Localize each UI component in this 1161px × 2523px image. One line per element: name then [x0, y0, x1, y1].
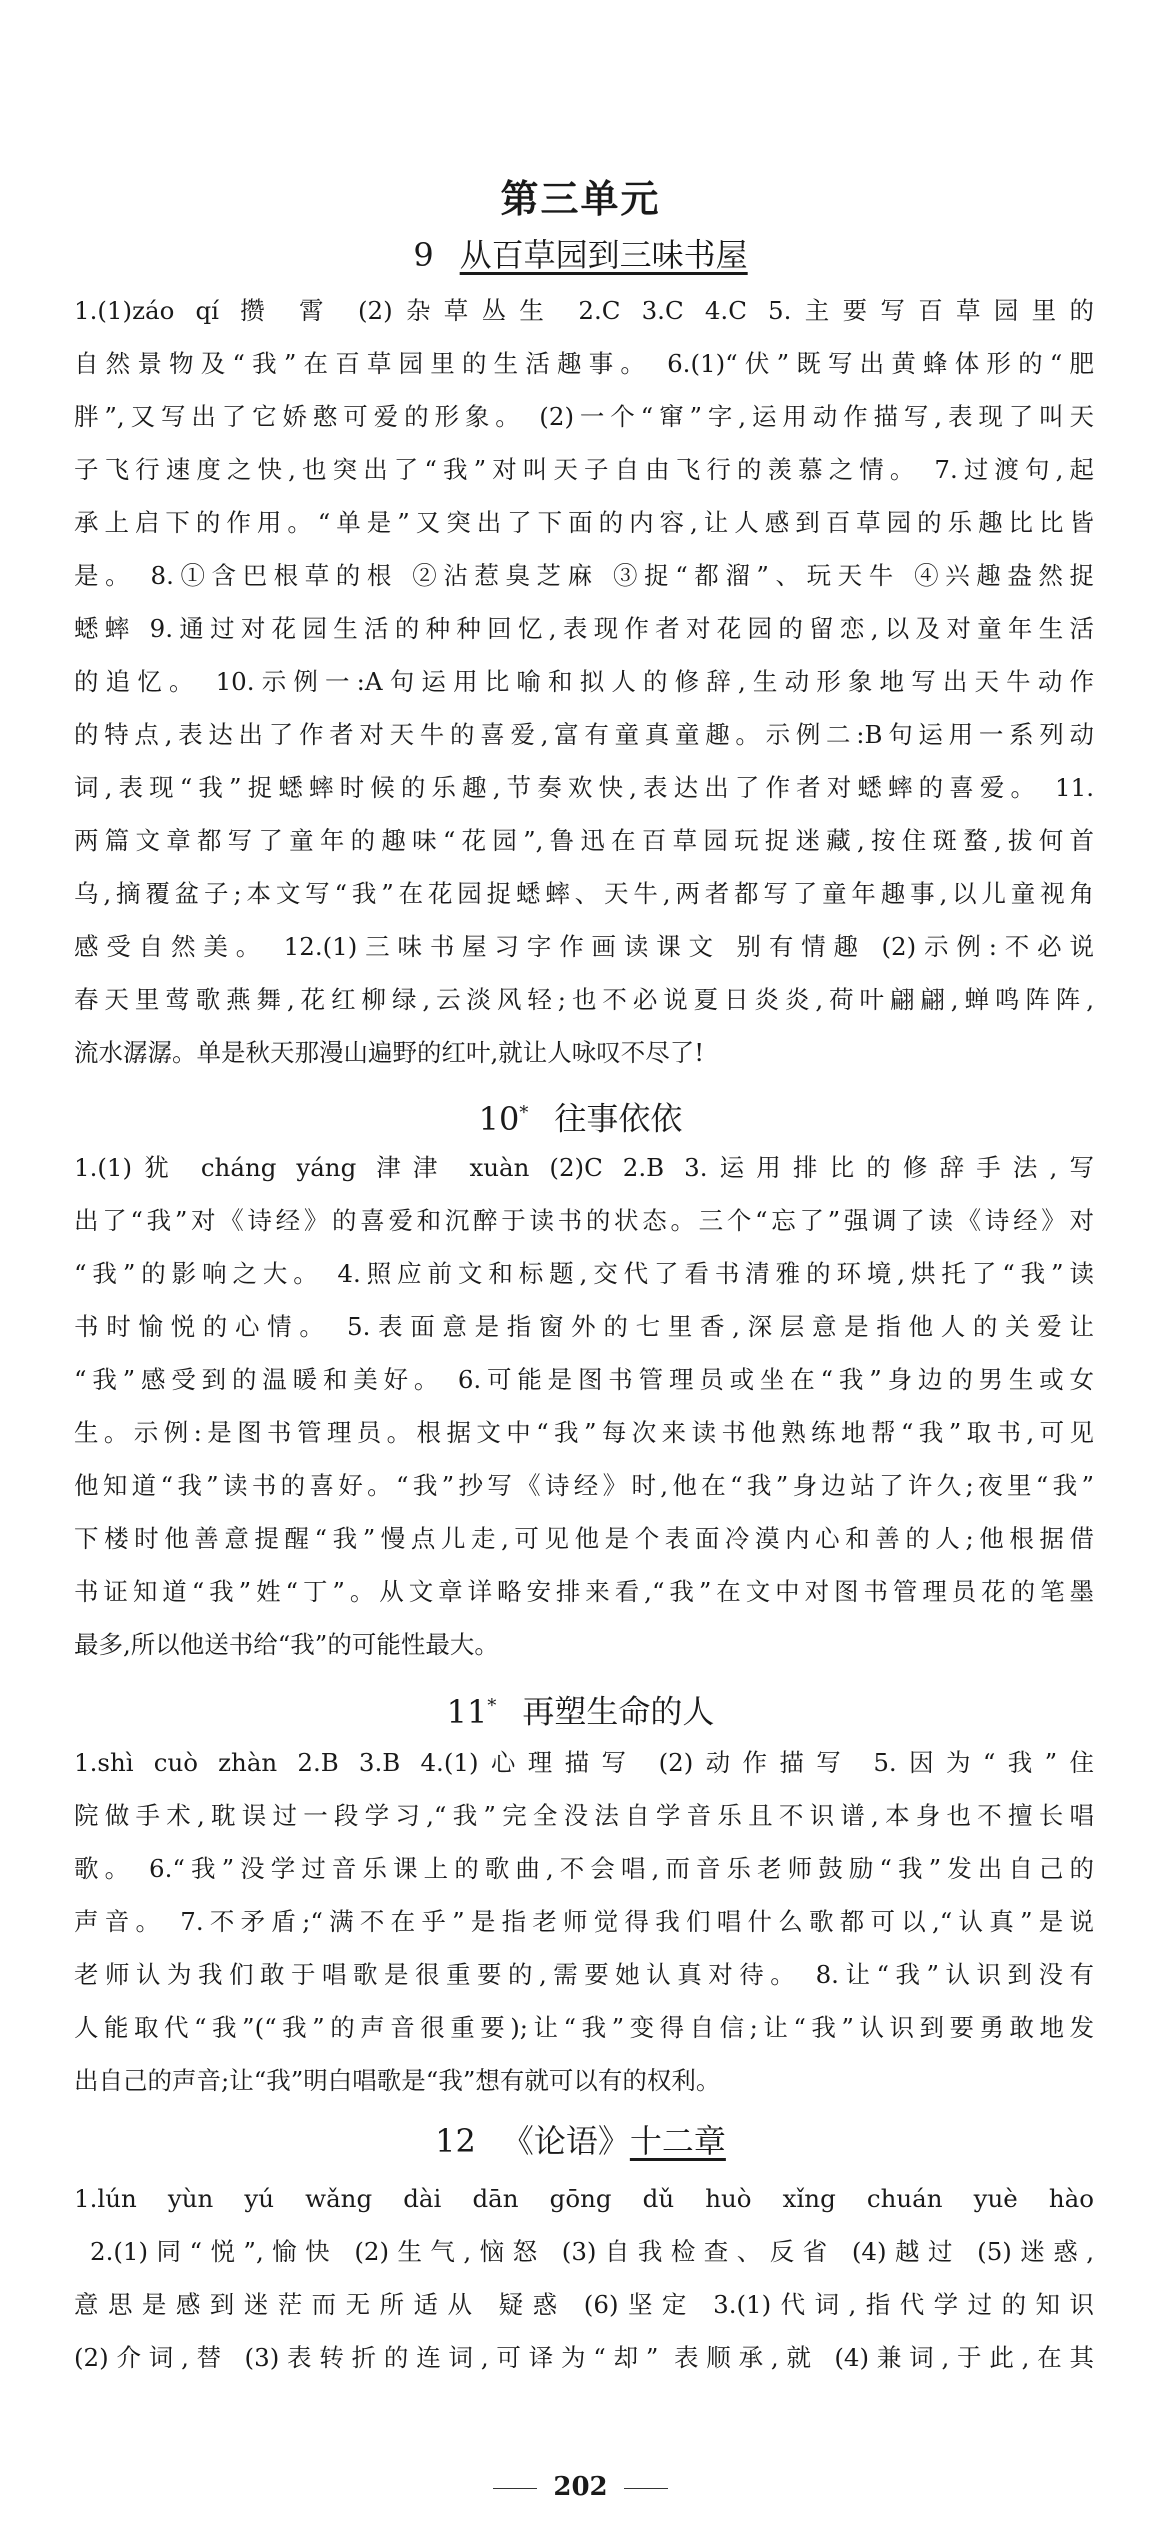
answer-line: 书时愉悦的心情。 5.表面意是指窗外的七里香,深层意是指他人的关爱让 [74, 1312, 1094, 1341]
answer-line: 老师认为我们敢于唱歌是很重要的,需要她认真对待。 8.让“我”认识到没有 [74, 1960, 1094, 1989]
answer-line: 两篇文章都写了童年的趣味“花园”,鲁迅在百草园玩捉迷藏,按住斑蝥,拔何首 [74, 826, 1094, 855]
lesson-book-title: 《论语》 [501, 2122, 630, 2160]
answer-line: 流水潺潺。单是秋天那漫山遍野的红叶,就让人咏叹不尽了! [74, 1038, 705, 1067]
answer-line: 1.(1)záo qí 攒 霄 (2)杂草丛生 2.C 3.C 4.C 5.主要写百草园里的 [74, 296, 1094, 325]
lesson-title-11 [0, 1683, 1161, 1729]
answer-line: 歌。 6.“我”没学过音乐课上的歌曲,不会唱,而音乐老师鼓励“我”发出自己的 [74, 1854, 1094, 1883]
lesson-name: 再塑生命的人 [522, 1692, 715, 1731]
answer-line: 声音。 7.不矛盾;“满不在乎”是指老师觉得我们唱什么歌都可以,“认真”是说 [74, 1907, 1094, 1936]
answer-line: 书证知道“我”姓“丁”。从文章详略安排来看,“我”在文中对图书管理员花的笔墨 [74, 1577, 1094, 1606]
optional-star: * [487, 1695, 497, 1716]
answer-line: 的特点,表达出了作者对天牛的喜爱,富有童真童趣。示例二:B句运用一系列动 [74, 720, 1094, 749]
answer-line: 的追忆。 10.示例一:A句运用比喻和拟人的修辞,生动形象地写出天牛动作 [74, 667, 1094, 696]
lesson-title-12 [0, 2118, 1161, 2164]
answer-line: 人能取代“我”(“我”的声音很重要);让“我”变得自信;让“我”认识到要勇敢地发 [74, 2013, 1094, 2042]
answer-line: 他知道“我”读书的喜好。“我”抄写《诗经》时,他在“我”身边站了许久;夜里“我” [74, 1471, 1094, 1500]
answer-line: (2)介词,替 (3)表转折的连词,可译为“却” 表顺承,就 (4)兼词,于此,在其 [74, 2343, 1094, 2372]
lesson-number: 10* [478, 1099, 529, 1138]
answer-line: 春天里莺歌燕舞,花红柳绿,云淡风轻;也不必说夏日炎炎,荷叶翩翩,蝉鸣阵阵, [74, 985, 1094, 1014]
lesson-name: 十二章 [629, 2122, 726, 2160]
answer-line: 最多,所以他送书给“我”的可能性最大。 [74, 1630, 499, 1659]
answer-line: 1.lún yùn yú wǎng dài dān gōng dǔ huò xǐng chuán yuè hào [74, 2184, 1094, 2213]
answer-line: 生。示例:是图书管理员。根据文中“我”每次来读书他熟练地帮“我”取书,可见 [74, 1418, 1094, 1447]
lesson-answers-12 [74, 2172, 1094, 2384]
answer-line: 感受自然美。 12.(1)三味书屋习字作画读课文 别有情趣 (2)示例:不必说 [74, 932, 1094, 961]
lesson-title-9 [0, 232, 1161, 278]
page-number-dash-right [624, 2488, 668, 2489]
answer-line: 是。 8.①含巴根草的根 ②沾惹臭芝麻 ③捉“都溜”、玩天牛 ④兴趣盎然捉 [74, 561, 1094, 590]
page-number-dash-left [493, 2488, 537, 2489]
answer-line: 蟋蟀 9.通过对花园生活的种种回忆,表现作者对花园的留恋,以及对童年生活 [74, 614, 1094, 643]
answer-line: 1.shì cuò zhàn 2.B 3.B 4.(1)心理描写 (2)动作描写 5.因为“我”住 [74, 1748, 1094, 1777]
lesson-answers-11 [74, 1736, 1094, 2107]
answer-line: “我”感受到的温暖和美好。 6.可能是图书管理员或坐在“我”身边的男生或女 [74, 1365, 1094, 1394]
answer-line: 承上启下的作用。“单是”又突出了下面的内容,让人感到百草园的乐趣比比皆 [74, 508, 1094, 537]
optional-star: * [519, 1102, 529, 1123]
answer-line: 自然景物及“我”在百草园里的生活趣事。 6.(1)“伏”既写出黄蜂体形的“肥 [74, 349, 1094, 378]
lesson-name: 往事依依 [554, 1099, 683, 1138]
lesson-number: 12 [435, 2122, 476, 2160]
answer-line: 词,表现“我”捉蟋蟀时候的乐趣,节奏欢快,表达出了作者对蟋蟀的喜爱。 11. [74, 773, 1094, 802]
page-number: 202 [0, 2472, 1161, 2502]
lesson-title-10 [0, 1090, 1161, 1136]
answer-line: 出自己的声音;让“我”明白唱歌是“我”想有就可以有的权利。 [74, 2066, 721, 2095]
answer-line: 院做手术,耽误过一段学习,“我”完全没法自学音乐且不识谱,本身也不擅长唱 [74, 1801, 1094, 1830]
lesson-answers-10 [74, 1141, 1094, 1671]
lesson-name: 从百草园到三味书屋 [459, 236, 748, 274]
answer-line: 意思是感到迷茫而无所适从 疑惑 (6)坚定 3.(1)代词,指代学过的知识 [74, 2290, 1094, 2319]
lesson-answers-9 [74, 284, 1094, 1079]
answer-line: 胖”,又写出了它娇憨可爱的形象。 (2)一个“窜”字,运用动作描写,表现了叫天 [74, 402, 1094, 431]
answer-line: “我”的影响之大。 4.照应前文和标题,交代了看书清雅的环境,烘托了“我”读 [74, 1259, 1094, 1288]
unit-title: 第三单元 [500, 177, 661, 221]
answer-line: 出了“我”对《诗经》的喜爱和沉醉于读书的状态。三个“忘了”强调了读《诗经》对 [74, 1206, 1094, 1235]
answer-line: 乌,摘覆盆子;本文写“我”在花园捉蟋蟀、天牛,两者都写了童年趣事,以儿童视角 [74, 879, 1094, 908]
answer-line: 子飞行速度之快,也突出了“我”对叫天子自由飞行的羡慕之情。 7.过渡句,起 [74, 455, 1094, 484]
answer-line: 1.(1)犹 cháng yáng 津津 xuàn (2)C 2.B 3.运用排比的修辞手法,写 [74, 1153, 1094, 1182]
lesson-number: 9 [413, 236, 434, 274]
answer-line: 下楼时他善意提醒“我”慢点儿走,可见他是个表面冷漠内心和善的人;他根据借 [74, 1524, 1094, 1553]
lesson-number: 11* [446, 1692, 497, 1731]
answer-line: 2.(1)同“悦”,愉快 (2)生气,恼怒 (3)自我检查、反省 (4)越过 (5)迷惑, [90, 2237, 1094, 2266]
